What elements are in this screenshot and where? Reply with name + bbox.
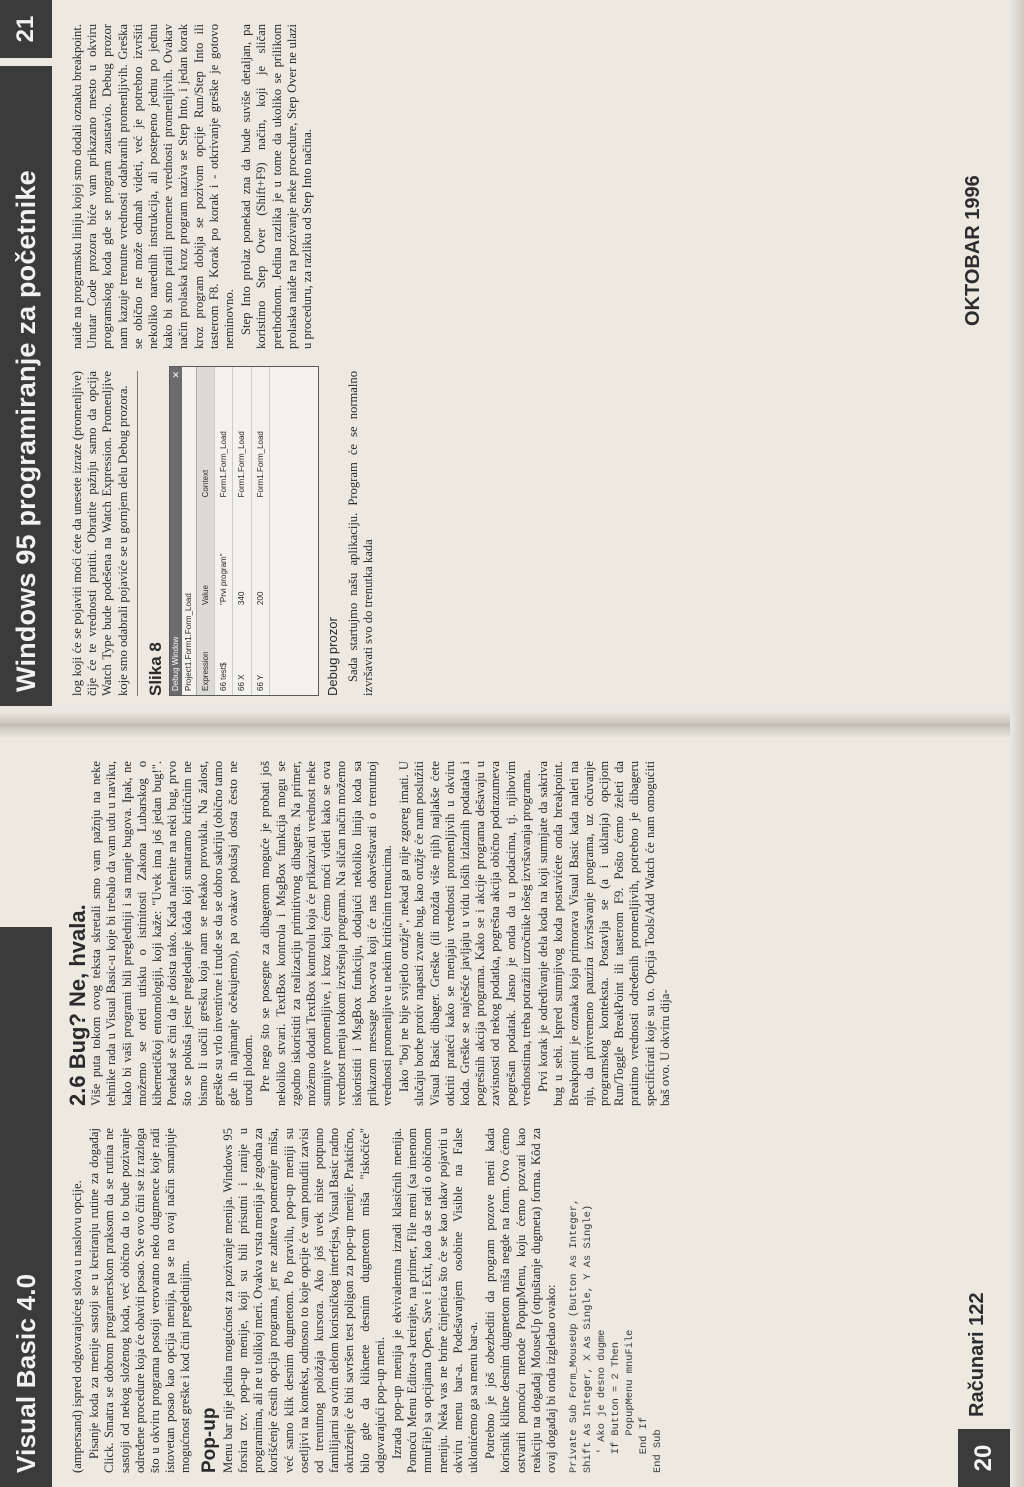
page-number: 21 [12,15,39,43]
section-heading: Pop-up [198,1407,220,1473]
page-21 [0,0,1010,706]
table-row [233,367,251,695]
table-row [215,367,233,695]
paragraph: Prvi korak je određivanje dela koda na koji sumnjate da sakriva bug u sebi. Ispred sumnjivog koda postavićete onda breakpoint. Breakpoint je oznaka koja primorava Visual Basic kada naleti na nju, da privremeno pauzira izvršavanje programa, uz očuvanje programskog konteksta. Postavlja se (a i uklanja) opcijom Run/Toggle BreakPoint ili tasterom F9. Pošto ćemo želeti da pratimo vrednosti određenih promenljivih, potrebno je dibageru specificirati koje su to. Opcija Tools/Add Watch će nam omogućiti baš ovo. U okviru dija- [536,761,672,1106]
page-header-title: Windows 95 programiranje za početnike [10,170,41,692]
table-header-row [197,367,215,695]
page-header-bar [0,66,52,706]
figure-subcaption: Debug prozor [325,617,341,696]
table-cell: 200 [251,501,269,609]
article-columns [65,753,930,1473]
close-icon: ✕ [171,371,182,379]
paragraph: Step Into prolaz ponekad zna da bude suviše detaljan, pa koristimo Step Over (Shift+F9) način, koji je sličan prethodnom. Jedina razlika je u tome da ukoliko se prilikom prolaska naiđe na pozivanje neke procedure, Step Over ne ulazi u proceduru, za razliku od Step Into načina. [239,24,315,349]
column-header: Context [197,367,215,501]
paragraph: Više puta tokom ovog teksta skretali smo vam pažnju na neke tehnike rada u Visual Basic-u koje bi trebalo da vam udu u naviku, kako bi vaši programi bili pregledniji i sa manje bugova. Ipak, ne možemo se oteti utisku o istinitosti Zakona Lubarskog o kibernetičkoj entomologiji, koji kaže: "Uvek ima još jedan bug!". Ponekad se čini da je doista tako. Kada nalenite na neki bug, prvo što se pokuša jeste pregledanje kôda koji smatramo kritičnim ne bismo li uočili grešku koja nam se nekako provukla. Na žalost, greške su vrlo inventivne i trude se da se dobro sakriju (obično tamo gde ih najmanje očekujemo), pa ovakav pokušaj dosta često ne urodi plodom. [89,761,256,1106]
section-heading: 2.6 Bug? Ne, hvala. [65,904,90,1106]
article-column-2 [70,24,930,349]
page-number: 20 [970,1444,997,1472]
watch-table [197,367,270,695]
paragraph: Menu bar nije jedina mogućnost za pozivanje menija. Windows 95 forsira tzv. pop-up menije, koji su bili prisutni i ranije u programima, ali ne u tolikoj meri. Ovakva vrsta menija je zgodna za korišćenje čestih opcija programa, jer ne zahteva pomeranje miša, već samo klik desnim dugmetom. Po pravilu, pop-up meniji su osetljivi na kontekst, odnosno to koje opcije će vam ponuditi zavisi od trenutnog položaja kursora. Ako još uvek niste potpuno familijarni sa ovim delom korisničkog interfejsa, Visual Basic radno okruženje će biti savršen test poligon za pop-up menije. Praktično, bilo gde da kliknete desnim dugmetom miša "iskočiće" odgovarajući pop-up meni. [220,1128,387,1473]
paragraph: (ampersand) ispred odgovarajućeg slova u naslovu opcije. [70,1180,84,1473]
table-cell: Form1.Form_Load [215,367,233,501]
table-cell: Form1.Form_Load [233,367,251,501]
paragraph: Potrebno je još obezbediti da program pozove meni kada korisnik klikne desnim dugmetom miša negde na form. Ovo ćemo ostvariti pomoću metode PopupMenu, koju ćemo pozvati kao reakciju na događaj MouseUp (otpuštanje dugmeta) forma. Kôd za ovaj događaj bi onda izgledao ovako: [483,1128,559,1473]
page-number-badge [0,0,52,58]
table-cell: 340 [233,501,251,609]
article-columns [70,16,930,696]
table-row [251,367,269,695]
debug-window-figure [169,366,319,696]
table-cell: Form1.Form_Load [251,367,269,501]
debug-window-titlebar [170,367,182,695]
column-header: Value [197,501,215,609]
figure-caption: Slika 8 [145,642,165,696]
debug-window-title: Debug Window [171,636,181,691]
page-header-title: Visual Basic 4.0 [10,1273,41,1473]
article-column-1 [70,371,930,696]
paragraph: Pre nego što se posegne za dibagerom moguće je probati još nekoliko stvari. TextBox kontrola i MsgBox funkcija mogu se zgodno iskoristiti za realizaciju primitivnog dibagera. Na primer, možemo dodati TextBox kontrolu koja će prikazivati vrednost neke sumnjive promenljive, i kroz koju ćemo moći videti kako se ova vrednost menja tokom izvršenja programa. Na sličan način možemo iskoristiti i MsgBox funkciju, dodajući nekoliko linija koda sa prikazom message box-ova koji će nas obaveštavati o trenutnoj vrednosti promenljive u nekim kritičnim trenucima. [258,761,395,1106]
table-cell: 66 test$ [215,609,233,695]
paragraph: Iako "boj ne bije svijetlo oružje", nekad ga nije zgoreg imati. U slučaju borbe protiv napasti zvane bug, kao oružje će nam poslužiti Visual Basic dibager. Greške (ili možda više njih) najlakše ćete otkriti prateći kako se menjaju vrednosti promenljivih u okviru koda. Greške se najčešće javljaju u vidu loših izlaznih podataka i pogrešnih akcija programa. Kako se i akcije programa dešavaju u zavisnosti od nekog podatka, pogrešna akcija obično podrazumeva pogrešan podatak. Jasno je onda da u podacima, tj. njihovim vrednostima, treba potražiti uzročnike lošeg izvršavanja programa. [397,761,533,1106]
debug-window-context: Project1.Form1.Form_Load [182,367,197,695]
code-listing: Private Sub Form_MouseUp (Button As Integer, Shift As Integer, X As Single, Y As Single) ' Ako je desno dugme If Button = 2 Then PopupMenu mnuFile End If End Sub [568,1198,665,1473]
article-column-1 [70,1128,930,1473]
table-cell: 66 X [233,609,251,695]
page-header-bar [0,927,52,1487]
table-cell: "Prvi program" [215,501,233,609]
paragraph: Izrada pop-up menija je ekvivalentna izradi klasičnih menija. Pomoću Menu Editor-a kreirajte, na primer, File meni (sa imenom mnuFile) sa opcijama Open, Save i Exit, kao da se radi o običnom meniju. Neka vas ne brine činjenica što će se kao takav pojaviti u okviru menu bar-a. Podešavanjem osobine Visible na False uklonićemo ga sa menu bar-a. [390,1128,481,1473]
article-column-2 [65,761,930,1106]
paragraph: Sada startujmo našu aplikaciju. Program će se normalno izvršavati svo do trenutka kada [346,371,376,696]
table-cell: 66 Y [251,609,269,695]
paragraph: Pisanje koda za menije sastoji se u kreiranju rutine za događaj Click. Smatra se dobrom programerskom praksom da se rutina ne sastoji od nekog složenog koda, već obično da to bude pozivanje određene procedure koja će obaviti posao. Sve ovo čini se iz razloga što u okviru programa postoji verovatno neko dugmence koje radi istovetan posao kao opcija menija, pa se na ovaj način smanjuje mogućnost greške i kod čini preglednijim. [87,1128,193,1473]
divider [137,371,138,696]
page-number-badge [958,1429,1010,1487]
page-fold [0,712,1024,738]
paragraph: naiđe na programsku liniju kojoj smo dodali oznaku breakpoint. Unutar Code prozora biće vam prikazano mesto u okviru programskog koda gde se program zaustavio. Debug prozor nam kazuje trenutne vrednosti odabranih promenljivih. Greška se obično ne može odmah videti, već je potrebno izvršiti nekoliko narednih instrukcija, ali postepeno jednu po jednu kako bi smo pratili promene vrednosti promenljivih. Ovakav način prolaska kroz program naziva se Step Into, i jedan korak kroz program dobija se pozivom opcije Run/Step Into ili tasterom F8. Korak po korak i - otkrivanje greške je gotovo neminovno. [70,24,237,349]
scan-edge-shadow [1010,0,1024,1487]
page-footer-magazine: Računari 122 [966,1292,988,1417]
column-header: Expression [197,609,215,695]
page-20 [0,738,1010,1487]
paragraph: log koji će se pojaviti moći ćete da unesete izraze (promenljive) čije će te vrednosti pratiti. Obratite pažnju samo da opcija Watch Type bude podešena na Watch Expression. Promenljive koje smo odabrali pojaviće se u gornjem delu Debug prozora. [70,371,130,696]
page-footer-date: OKTOBAR 1996 [962,175,984,326]
